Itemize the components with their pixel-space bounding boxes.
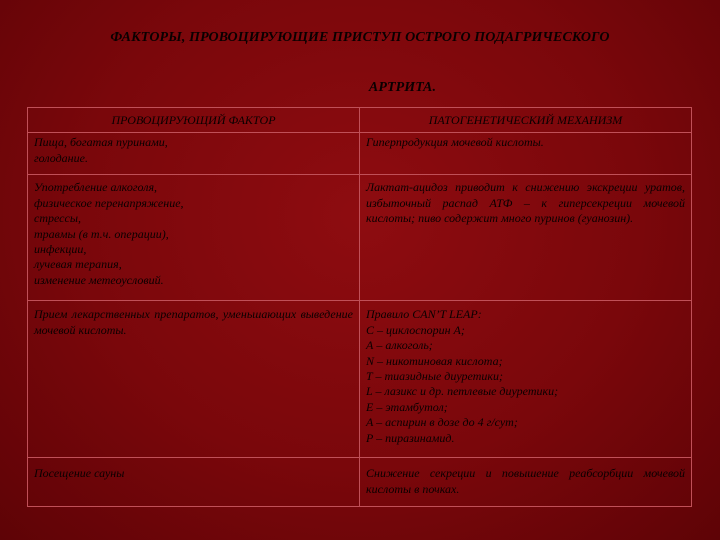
mechanism-cell [360, 133, 692, 175]
mechanism-line: N – никотиновая кислота; [366, 353, 503, 368]
mechanism-line: A – аспирин в дозе до 4 г/сут; [366, 415, 518, 430]
factor-line: Употребление алкоголя, [34, 180, 158, 195]
table-row [28, 133, 692, 175]
factor-line: стрессы, [34, 211, 81, 226]
factor-cell [28, 301, 360, 458]
mechanism-cell [360, 458, 692, 507]
table-row [28, 301, 692, 458]
factor-line: голодание. [34, 150, 88, 165]
mechanism-line: Правило CAN’T LEAP: [366, 307, 482, 322]
slide-title-line-1: ФАКТОРЫ, ПРОВОЦИРУЮЩИЕ ПРИСТУП ОСТРОГО ПОДАГРИЧЕСКОГО [110, 30, 610, 45]
factor-cell [28, 175, 360, 301]
factors-table [27, 107, 692, 507]
mechanism-line: Гиперпродукция мочевой кислоты. [366, 135, 544, 150]
factor-line: лучевая терапия, [34, 257, 122, 272]
factor-text: Прием лекарственных препаратов, уменьшающих выведение мочевой кислоты. [34, 307, 353, 337]
mechanism-line: C – циклоспорин А; [366, 322, 465, 337]
header-mechanism: ПАТОГЕНЕТИЧЕСКИЙ МЕХАНИЗМ [360, 108, 692, 133]
factor-line: физическое перенапряжение, [34, 195, 184, 210]
mechanism-text: Снижение секреции и повышение реабсорбции мочевой кислоты в почках. [366, 466, 685, 496]
table-header-row [28, 108, 692, 133]
slide-title-line-2: АРТРИТА. [368, 80, 437, 95]
mechanism-cell [360, 175, 692, 301]
header-factor: ПРОВОЦИРУЮЩИЙ ФАКТОР [28, 108, 360, 133]
mechanism-line: L – лазикс и др. петлевые диуретики; [366, 384, 559, 399]
mechanism-cell [360, 301, 692, 458]
mechanism-line: E – этамбутол; [366, 399, 448, 414]
mechanism-line: P – пиразинамид. [366, 430, 455, 445]
factor-line: инфекции, [34, 242, 87, 257]
factor-line: Посещение сауны [34, 466, 125, 481]
factor-line: Пища, богатая пуринами, [34, 135, 168, 150]
factor-line: изменение метеоусловий. [34, 272, 164, 287]
factor-line: травмы (в т.ч. операции), [34, 226, 169, 241]
table-row [28, 175, 692, 301]
factor-cell [28, 458, 360, 507]
mechanism-line: А – алкоголь; [366, 338, 433, 353]
mechanism-line: T – тиазидные диуретики; [366, 369, 503, 384]
mechanism-text: Лактат-ацидоз приводит к снижению экскреции уратов, избыточный распад АТФ – к гиперсекреции мочевой кислоты; пиво содержит много пуринов (гуанозин). [366, 180, 685, 226]
factor-cell [28, 133, 360, 175]
slide-title [0, 30, 720, 96]
table-row [28, 458, 692, 507]
